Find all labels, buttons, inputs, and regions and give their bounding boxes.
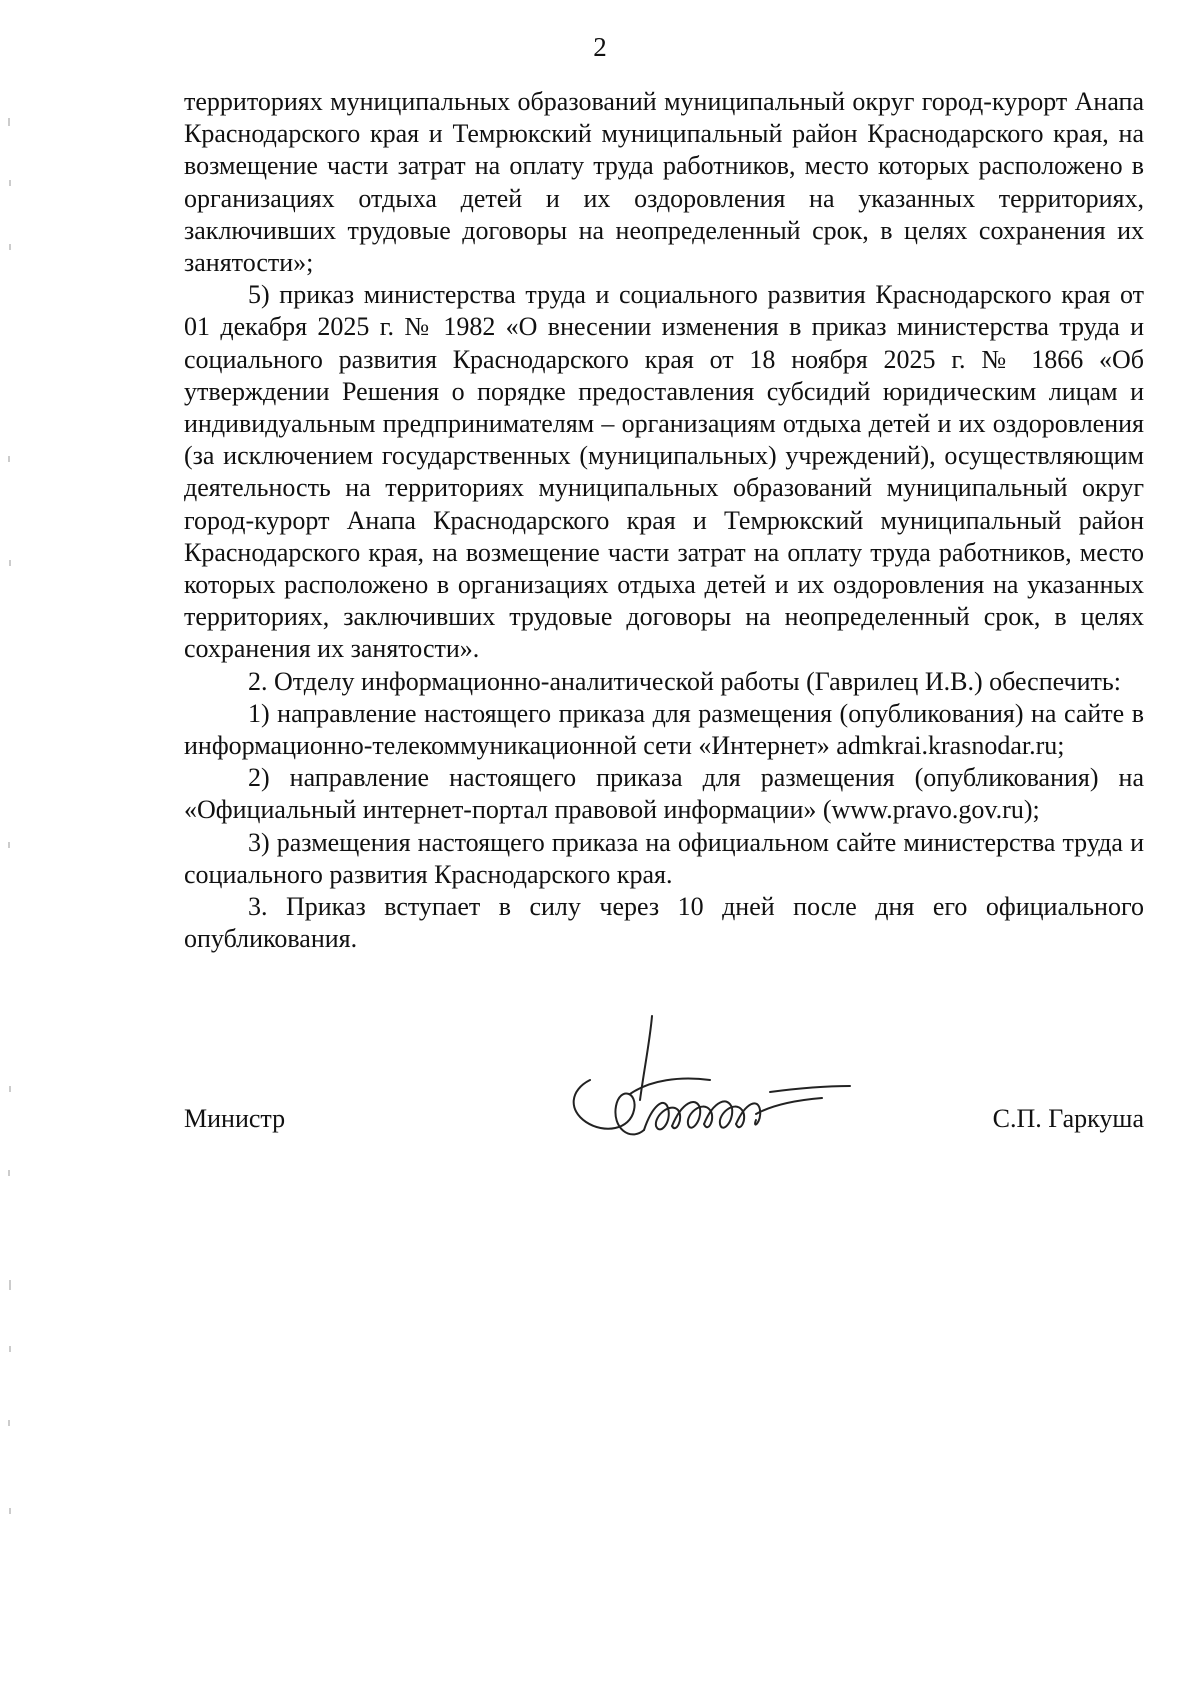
page-number: 2	[593, 32, 607, 62]
paragraph-section-3: 3. Приказ вступает в силу через 10 дней после дня его официального опубликования.	[184, 892, 1144, 954]
paragraph-subitem-3: 3) размещения настоящего приказа на официальном сайте министерства труда и социального развития Краснодарского края.	[184, 827, 1144, 889]
paragraph-item-5: 5) приказ министерства труда и социального развития Краснодарского края от 01 декабря 2025 г. № 1982 «О внесении изменения в приказ министерства труда и социального развития Краснодарского края от 18 ноября 2025 г. № 1866 «Об утверждении Решения о порядке предоставления субсидий юридическим лицам и индивидуальным предпринимателям – организациям отдыха детей и их оздоровления (за исключением государственных (муниципальных) учреждений), осуществляющим деятельность на территориях муниципальных образований муниципальный округ город-курорт Анапа Краснодарского края и Темрюкский муниципальный район Краснодарского края, на возмещение части затрат на оплату труда работников, место которых расположено в организациях отдыха детей и их оздоровления на указанных территориях, заключивших трудовые договоры на неопределенный срок, в целях сохранения их занятости».	[184, 280, 1144, 664]
handwritten-signature	[560, 1010, 860, 1170]
signer-name: С.П. Гаркуша	[992, 1104, 1144, 1133]
paragraph-subitem-1: 1) направление настоящего приказа для размещения (опубликования) на сайте в информационно-телекоммуникационной сети «Интернет» admkrai.krasnodar.ru;	[184, 698, 1144, 761]
document-body	[184, 86, 1144, 955]
paragraph-continuation: территориях муниципальных образований муниципальный округ город-курорт Анапа Краснодарского края и Темрюкский муниципальный район Краснодарского края, на возмещение части затрат на оплату труда работников, место которых расположено в организациях отдыха детей и их оздоровления на указанных территориях, заключивших трудовые договоры на неопределенный срок, в целях сохранения их занятости»;	[184, 87, 1144, 278]
scan-margin-marks	[0, 0, 20, 1696]
paragraph-subitem-2: 2) направление настоящего приказа для размещения (опубликования) на «Официальный интернет-портал правовой информации» (www.pravo.gov.ru);	[184, 763, 1144, 825]
paragraph-section-2: 2. Отделу информационно-аналитической работы (Гаврилец И.В.) обеспечить:	[248, 666, 1121, 696]
signer-title: Министр	[184, 1104, 286, 1133]
